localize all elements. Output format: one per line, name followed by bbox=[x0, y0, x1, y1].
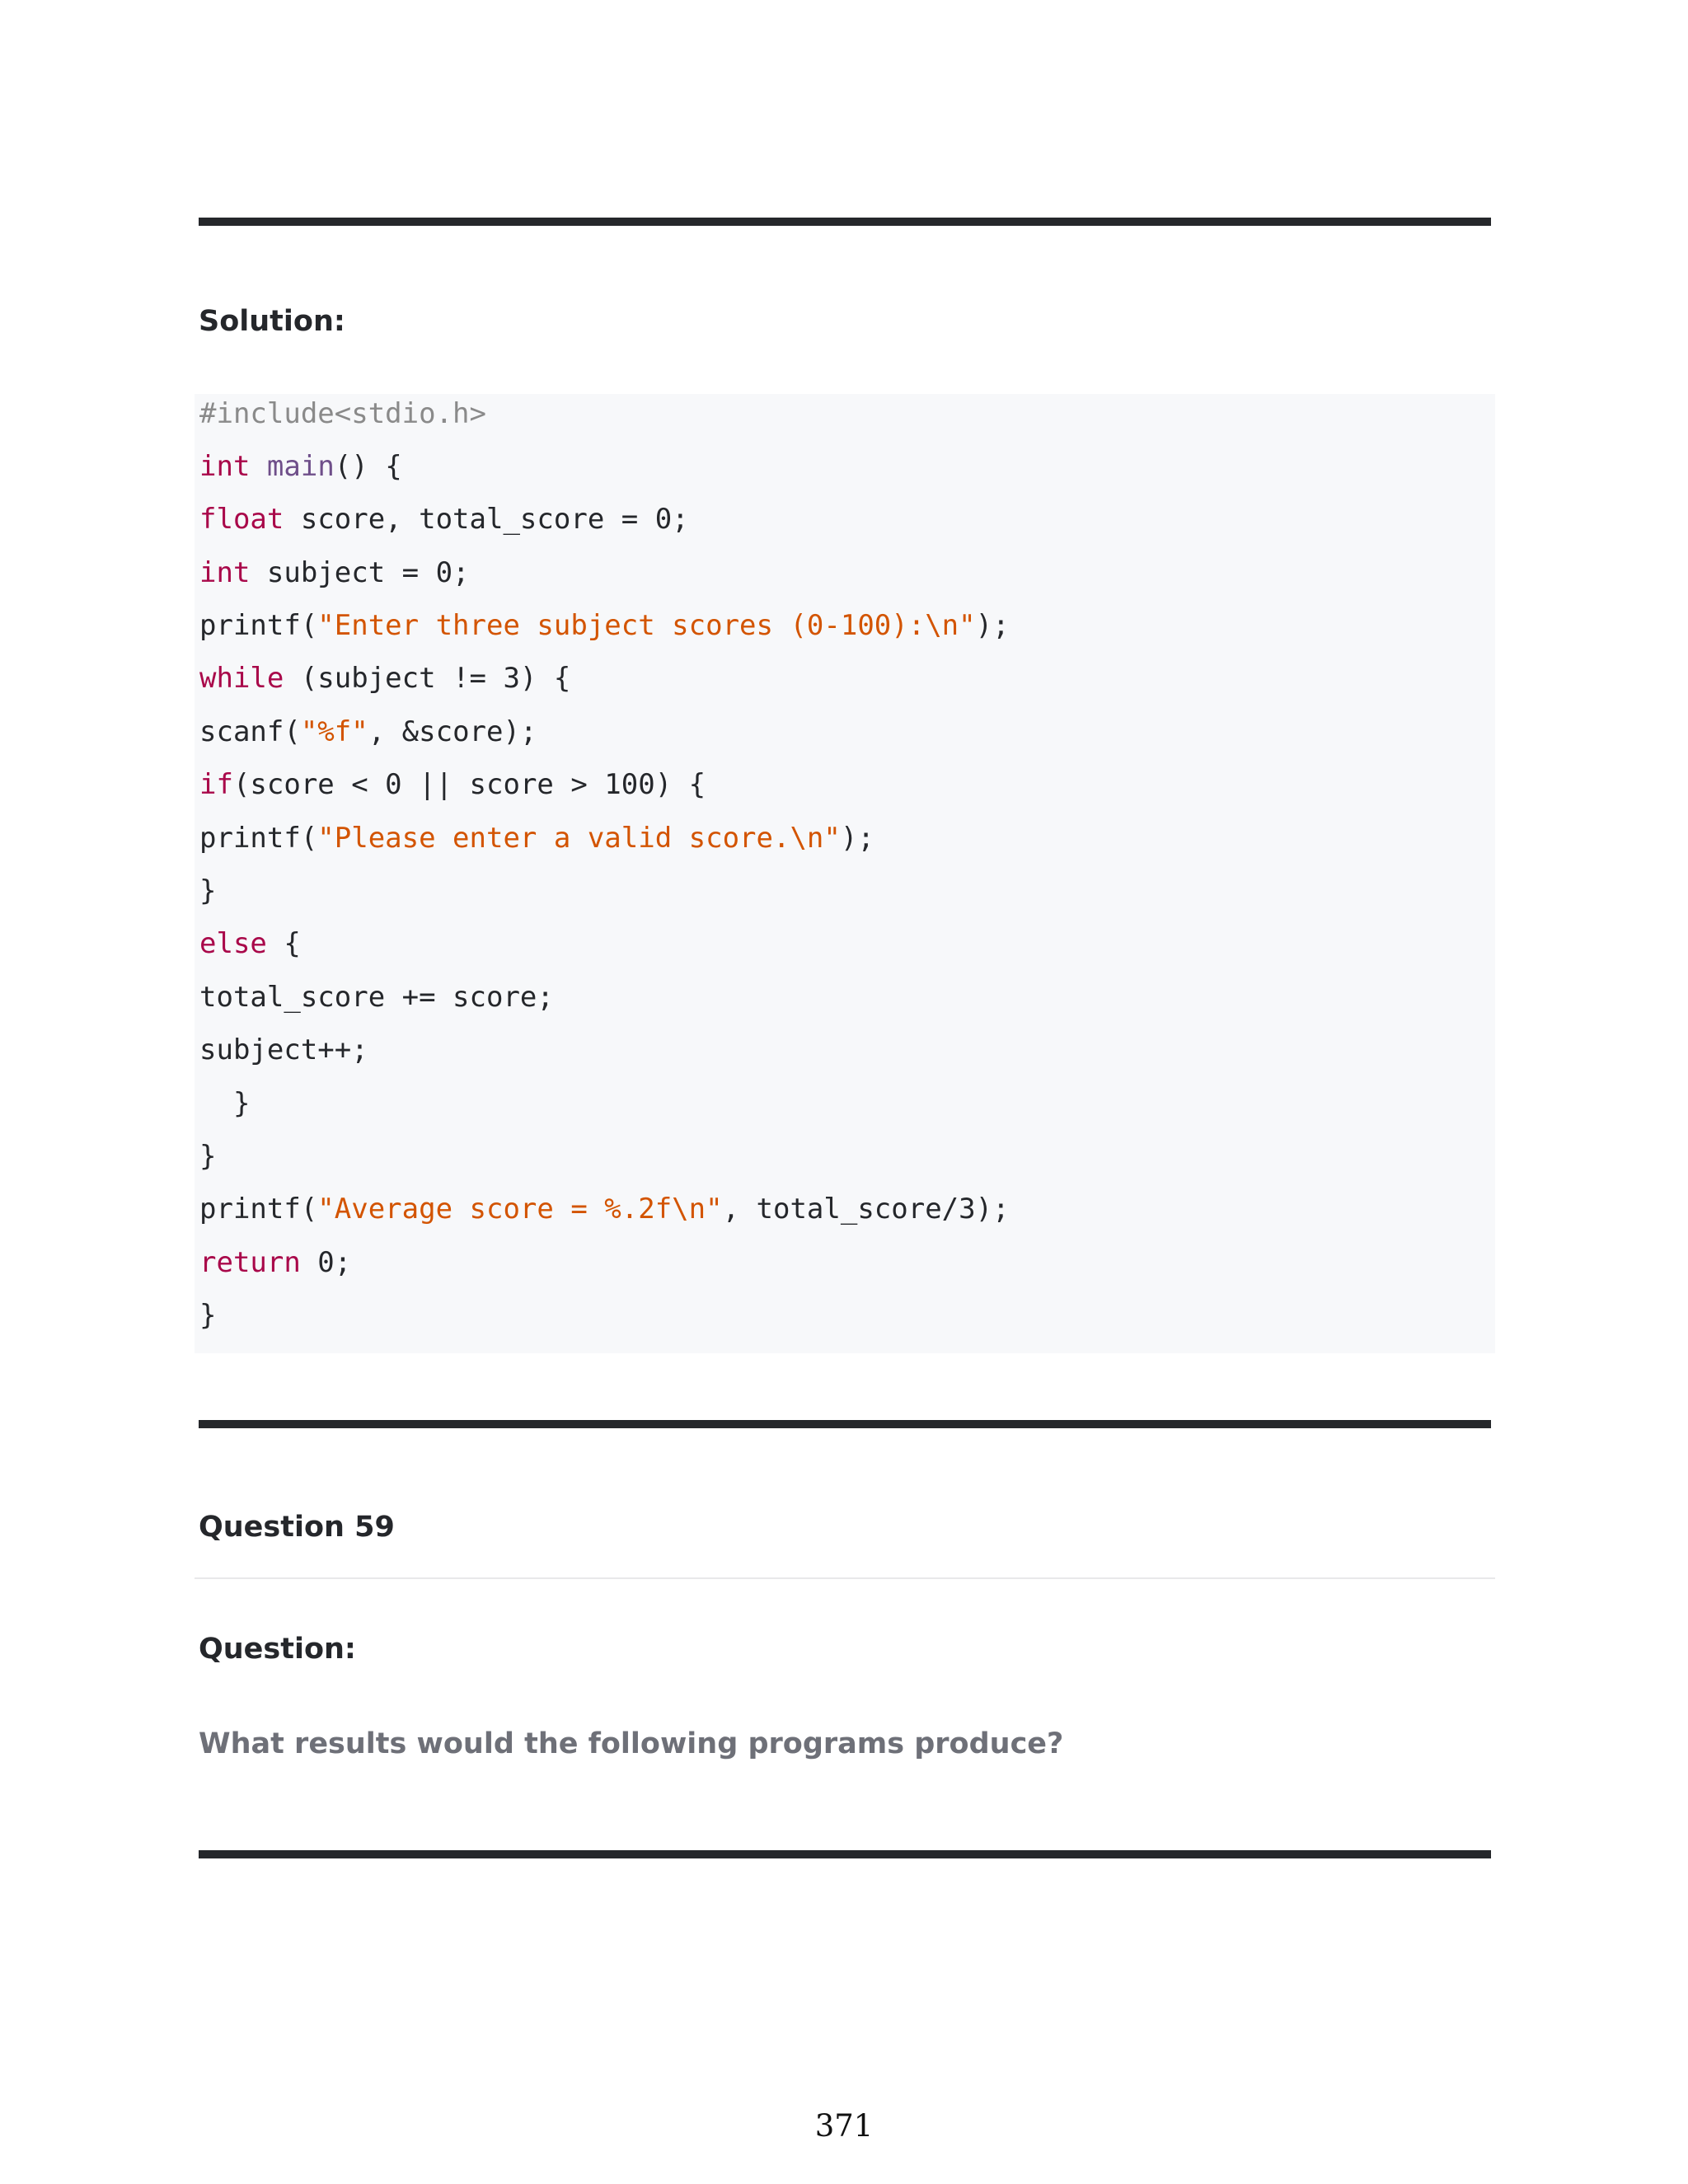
code-line-18: } bbox=[199, 1299, 217, 1332]
code-line-16 bbox=[199, 1189, 1010, 1229]
page-number: 371 bbox=[814, 2108, 874, 2144]
code-line-7 bbox=[199, 712, 537, 752]
code-line-15: } bbox=[199, 1140, 217, 1173]
code-text: score, total_score = 0; bbox=[284, 503, 689, 536]
code-text: () { bbox=[334, 450, 402, 483]
code-line-2 bbox=[199, 447, 402, 486]
code-line-12: total_score += score; bbox=[199, 981, 554, 1014]
bottom-divider bbox=[199, 1850, 1491, 1858]
code-text: ); bbox=[840, 822, 874, 855]
code-line-3 bbox=[199, 499, 689, 539]
top-divider bbox=[199, 218, 1491, 226]
keyword: else bbox=[199, 927, 267, 960]
string-literal: "Enter three subject scores (0-100):\n" bbox=[317, 609, 976, 642]
keyword: int bbox=[199, 450, 251, 483]
question-number-heading: Question 59 bbox=[199, 1511, 395, 1544]
heading-underline bbox=[195, 1577, 1495, 1579]
string-literal: "Please enter a valid score.\n" bbox=[317, 822, 841, 855]
string-literal: "%f" bbox=[300, 715, 368, 748]
code-text: { bbox=[266, 927, 301, 960]
code-text: , &score); bbox=[368, 715, 537, 748]
code-text: printf( bbox=[199, 822, 318, 855]
solution-heading: Solution: bbox=[199, 305, 345, 338]
code-text: ); bbox=[975, 609, 1010, 642]
question-text: What results would the following programs produce? bbox=[199, 1727, 1064, 1760]
code-line-8 bbox=[199, 765, 706, 804]
code-text: scanf( bbox=[199, 715, 301, 748]
question-label: Question: bbox=[199, 1633, 356, 1666]
code-line-10: } bbox=[199, 874, 217, 907]
code-text: printf( bbox=[199, 1193, 318, 1226]
code-text: , total_score/3); bbox=[722, 1193, 1010, 1226]
keyword: while bbox=[199, 662, 284, 695]
code-line-17 bbox=[199, 1243, 351, 1282]
function-name: main bbox=[266, 450, 335, 483]
code-line-11 bbox=[199, 924, 301, 963]
code-line-6 bbox=[199, 658, 570, 698]
section-divider bbox=[199, 1420, 1491, 1428]
code-line-14: } bbox=[199, 1087, 251, 1120]
code-text: printf( bbox=[199, 609, 318, 642]
code-text: 0; bbox=[300, 1246, 352, 1279]
string-literal: "Average score = %.2f\n" bbox=[317, 1193, 723, 1226]
code-line-5 bbox=[199, 606, 1010, 645]
code-line-4 bbox=[199, 553, 470, 593]
code-text: (subject != 3) { bbox=[284, 662, 571, 695]
code-line-9 bbox=[199, 818, 874, 858]
code-text: subject = 0; bbox=[250, 556, 470, 589]
keyword: int bbox=[199, 556, 251, 589]
code-line-13: subject++; bbox=[199, 1033, 368, 1066]
code-text: (score < 0 || score > 100) { bbox=[232, 768, 706, 801]
preprocessor-directive: #include<stdio.h> bbox=[199, 397, 486, 430]
keyword: float bbox=[199, 503, 284, 536]
code-line-1 bbox=[199, 394, 486, 434]
keyword: return bbox=[199, 1246, 301, 1279]
code-block bbox=[195, 394, 1495, 1353]
keyword: if bbox=[199, 768, 233, 801]
